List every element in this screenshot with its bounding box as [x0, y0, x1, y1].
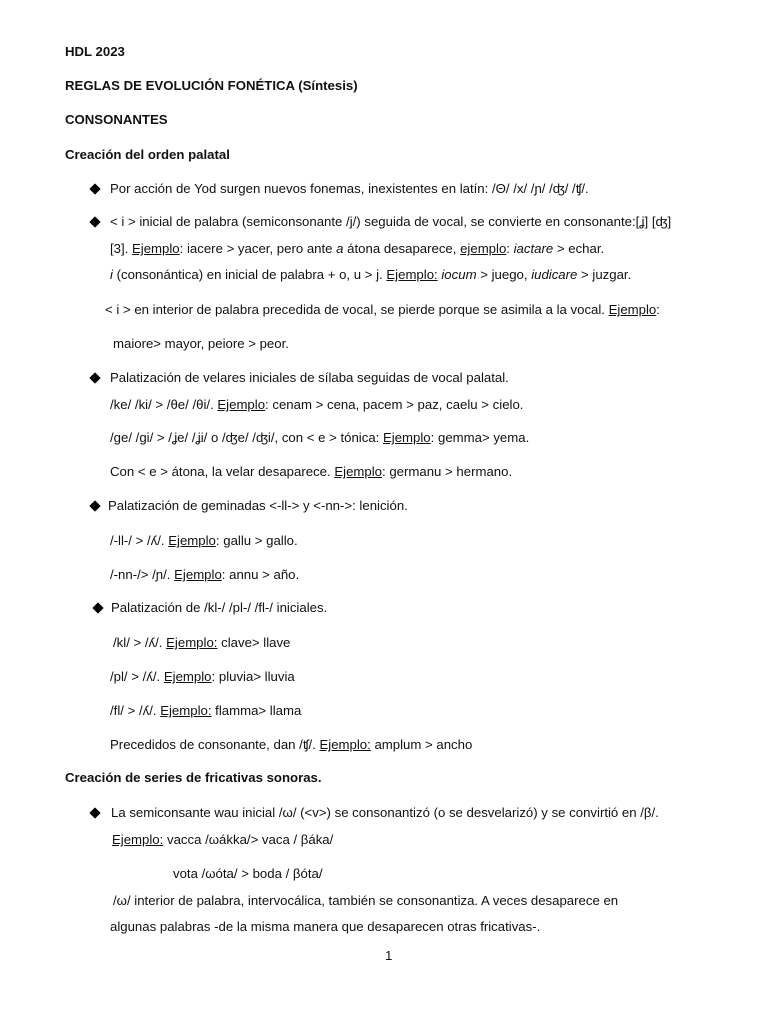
subsection-heading-palatal: Creación del orden palatal: [65, 147, 230, 162]
rule-grupos-fl: /fl/ > /ʎ/. Ejemplo: flamma> llama: [110, 703, 302, 718]
rule-geminadas-ll: /-ll-/ > /ʎ/. Ejemplo: gallu > gallo.: [110, 533, 298, 548]
rule-wau-example-2: vota /ωóta/ > boda / βóta/: [173, 866, 323, 881]
rule-grupos-pl: /pl/ > /ʎ/. Ejemplo: pluvia> lluvia: [110, 669, 295, 684]
bullet-diamond-icon: [89, 807, 100, 818]
rule-wau-interior-cont: algunas palabras -de la misma manera que desaparecen otras fricativas-.: [110, 919, 541, 934]
rule-wau-interior: /ω/ interior de palabra, intervocálica, también se consonantiza. A veces desaparece en: [113, 893, 619, 908]
rule-wau: La semiconsante wau inicial /ω/ (<v>) se consonantizó (o se desvelarizó) y se convirtió en /β/.: [111, 805, 659, 820]
rule-i-initial-example: [3]. Ejemplo: iacere > yacer, pero ante a átona desaparece, ejemplo: iactare > echar.: [110, 241, 605, 256]
rule-velares-atona: Con < e > átona, la velar desaparece. Ejemplo: germanu > hermano.: [110, 464, 513, 479]
rule-velares: Palatización de velares iniciales de sílaba seguidas de vocal palatal.: [110, 370, 509, 385]
rule-grupos: Palatización de /kl-/ /pl-/ /fl-/ iniciales.: [111, 600, 328, 615]
bullet-diamond-icon: [89, 183, 100, 194]
bullet-diamond-icon: [89, 500, 100, 511]
course-label: HDL 2023: [65, 44, 125, 59]
bullet-diamond-icon: [89, 372, 100, 383]
bullet-diamond-icon: [89, 216, 100, 227]
rule-i-interior: < i > en interior de palabra precedida de vocal, se pierde porque se asimila a la vocal. Ejemplo:: [105, 302, 660, 317]
page-number: 1: [385, 948, 393, 963]
rule-geminadas: Palatización de geminadas <-ll-> y <-nn->: lenición.: [108, 498, 408, 513]
rule-i-consonantica: i (consonántica) en inicial de palabra + o, u > j. Ejemplo: iocum > juego, iudicare > juzgar.: [110, 267, 632, 282]
rule-geminadas-nn: /-nn-/> /ɲ/. Ejemplo: annu > año.: [110, 567, 300, 582]
rule-velares-ke: /ke/ /ki/ > /θe/ /θi/. Ejemplo: cenam > cena, pacem > paz, caelu > cielo.: [110, 397, 524, 412]
rule-grupos-kl: /kl/ > /ʎ/. Ejemplo: clave> llave: [113, 635, 291, 650]
rule-velares-ge: /ge/ /gi/ > /ʝe/ /ʝi/ o /ʤe/ /ʤi/, con < e > tónica: Ejemplo: gemma> yema.: [110, 430, 530, 445]
rule-i-initial: < i > inicial de palabra (semiconsonante /j/) seguida de vocal, se convierte en consonante:[ʝ] [ʤ]: [110, 214, 672, 229]
section-heading: CONSONANTES: [65, 112, 168, 127]
bullet-diamond-icon: [92, 602, 103, 613]
rule-wau-example: Ejemplo: vacca /ωákka/> vaca / βáka/: [112, 832, 334, 847]
rule-i-interior-example: maiore> mayor, peiore > peor.: [113, 336, 289, 351]
document-title: REGLAS DE EVOLUCIÓN FONÉTICA (Síntesis): [65, 78, 358, 93]
rule-grupos-precedidos: Precedidos de consonante, dan /ʧ/. Ejemplo: amplum > ancho: [110, 737, 473, 752]
rule-yod: Por acción de Yod surgen nuevos fonemas, inexistentes en latín: /Θ/ /x/ /ɲ/ /ʤ/ /ʧ/.: [110, 181, 589, 196]
subsection-heading-fricativas: Creación de series de fricativas sonoras.: [65, 770, 322, 785]
